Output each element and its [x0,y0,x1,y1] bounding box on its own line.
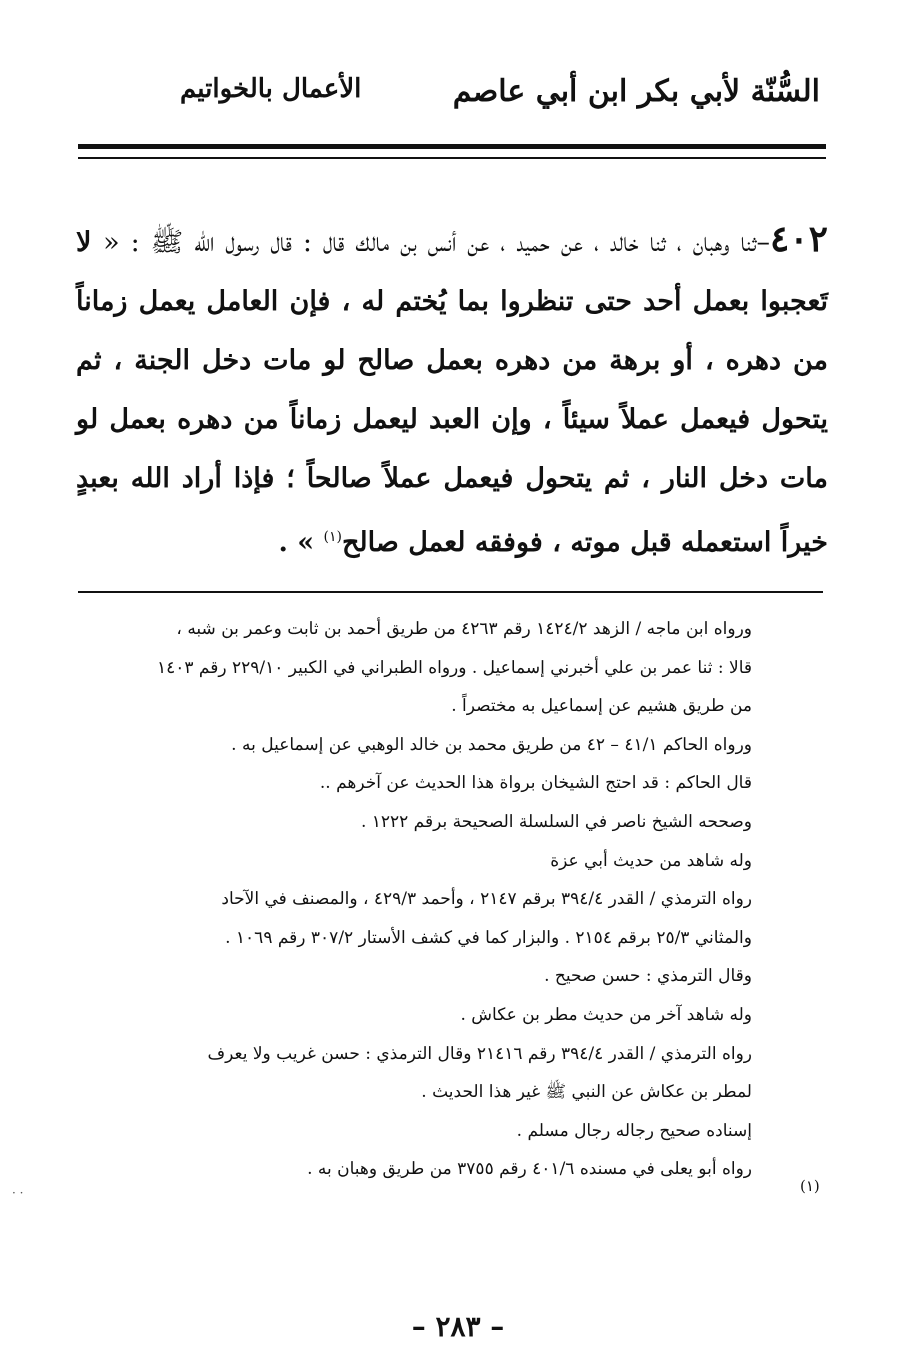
footnote-line: قال الحاكم : قد احتج الشيخان برواة هذا الحديث عن آخرهم .. [319,773,752,794]
footnote-line: وصححه الشيخ ناصر في السلسلة الصحيحة برقم ١٢٢٢ . [360,811,752,832]
footnote-line: رواه الترمذي / القدر ٣٩٤/٤ رقم ٢١٤١٦ وقال الترمذي : حسن غريب ولا يعرف [207,1043,752,1064]
running-header [70,74,830,124]
book-title: السُّنّة لأبي بكر ابن أبي عاصم [452,74,820,109]
footnote-line: من طريق هشيم عن إسماعيل به مختصراً . [451,696,752,717]
hadith-isnad: –ثنا وهبان ، ثنا خالد ، عن حميد ، عن أنس بن مالك قال : قال رسول الله ﷺ : « [103,227,770,258]
footnote-line: إسناده صحيح رجاله رجال مسلم . [516,1120,752,1141]
header-rule-thick [78,144,826,149]
footnote-marker: (١) [800,1177,820,1195]
hadith-matn: لا تَعجبوا بعمل أحد حتى تنظروا بما يُختم له ، فإن العامل يعمل زماناً من دهره ، أو برهة من دهره بعمل صالح لو مات دخل الجنة ، ثم يتحول فيعمل عملاً سيئاً ، وإن العبد ليعمل زماناً من دهره بعمل لو مات دخل النار ، ثم يتحول فيعمل عملاً صالحاً ؛ فإذا أراد الله بعبدٍ خيراً استعمله قبل موته ، فوفقه لعمل صالح [76,227,828,558]
footnotes-block [78,610,752,1189]
footnote-line: قالا : ثنا عمر بن علي أخبرني إسماعيل . ورواه الطبراني في الكبير ٢٢٩/١٠ رقم ١٤٠٣ [156,657,752,678]
footnote-line: وله شاهد من حديث أبي عزة [550,850,752,871]
footnote-line: رواه أبو يعلى في مسنده ٤٠١/٦ رقم ٣٧٥٥ من طريق وهبان به . [307,1159,752,1180]
hadith-closing: » . [278,527,324,558]
footnote-line: رواه الترمذي / القدر ٣٩٤/٤ برقم ٢١٤٧ ، وأحمد ٤٢٩/٣ ، والمصنف في الآحاد [221,889,752,910]
footnote-line: وقال الترمذي : حسن صحيح . [544,966,752,987]
scan-speck: · · [12,1186,24,1200]
footnote-line: ورواه ابن ماجه / الزهد ١٤٢٤/٢ رقم ٤٢٦٣ من طريق أحمد بن ثابت وعمر بن شبه ، [176,619,752,639]
header-rule-thin [78,157,826,159]
chapter-title: الأعمال بالخواتيم [180,74,362,104]
footnote-line: والمثاني ٢٥/٣ برقم ٢١٥٤ . والبزار كما في كشف الأستار ٣٠٧/٢ رقم ١٠٦٩ . [225,927,752,948]
page-number: – ٢٨٣ – [411,1310,505,1343]
footnote-separator [78,591,823,593]
footnote-line: لمطر بن عكاش عن النبي ﷺ غير هذا الحديث . [421,1082,752,1103]
footnote-line: ورواه الحاكم ٤١/١ – ٤٢ من طريق محمد بن خالد الوهبي عن إسماعيل به . [231,734,752,755]
footnote-line: وله شاهد آخر من حديث مطر بن عكاش . [460,1004,752,1025]
hadith-text [76,210,828,572]
hadith-number: ٤٠٢ [769,218,828,260]
footnote-reference[interactable]: (١) [323,529,342,545]
